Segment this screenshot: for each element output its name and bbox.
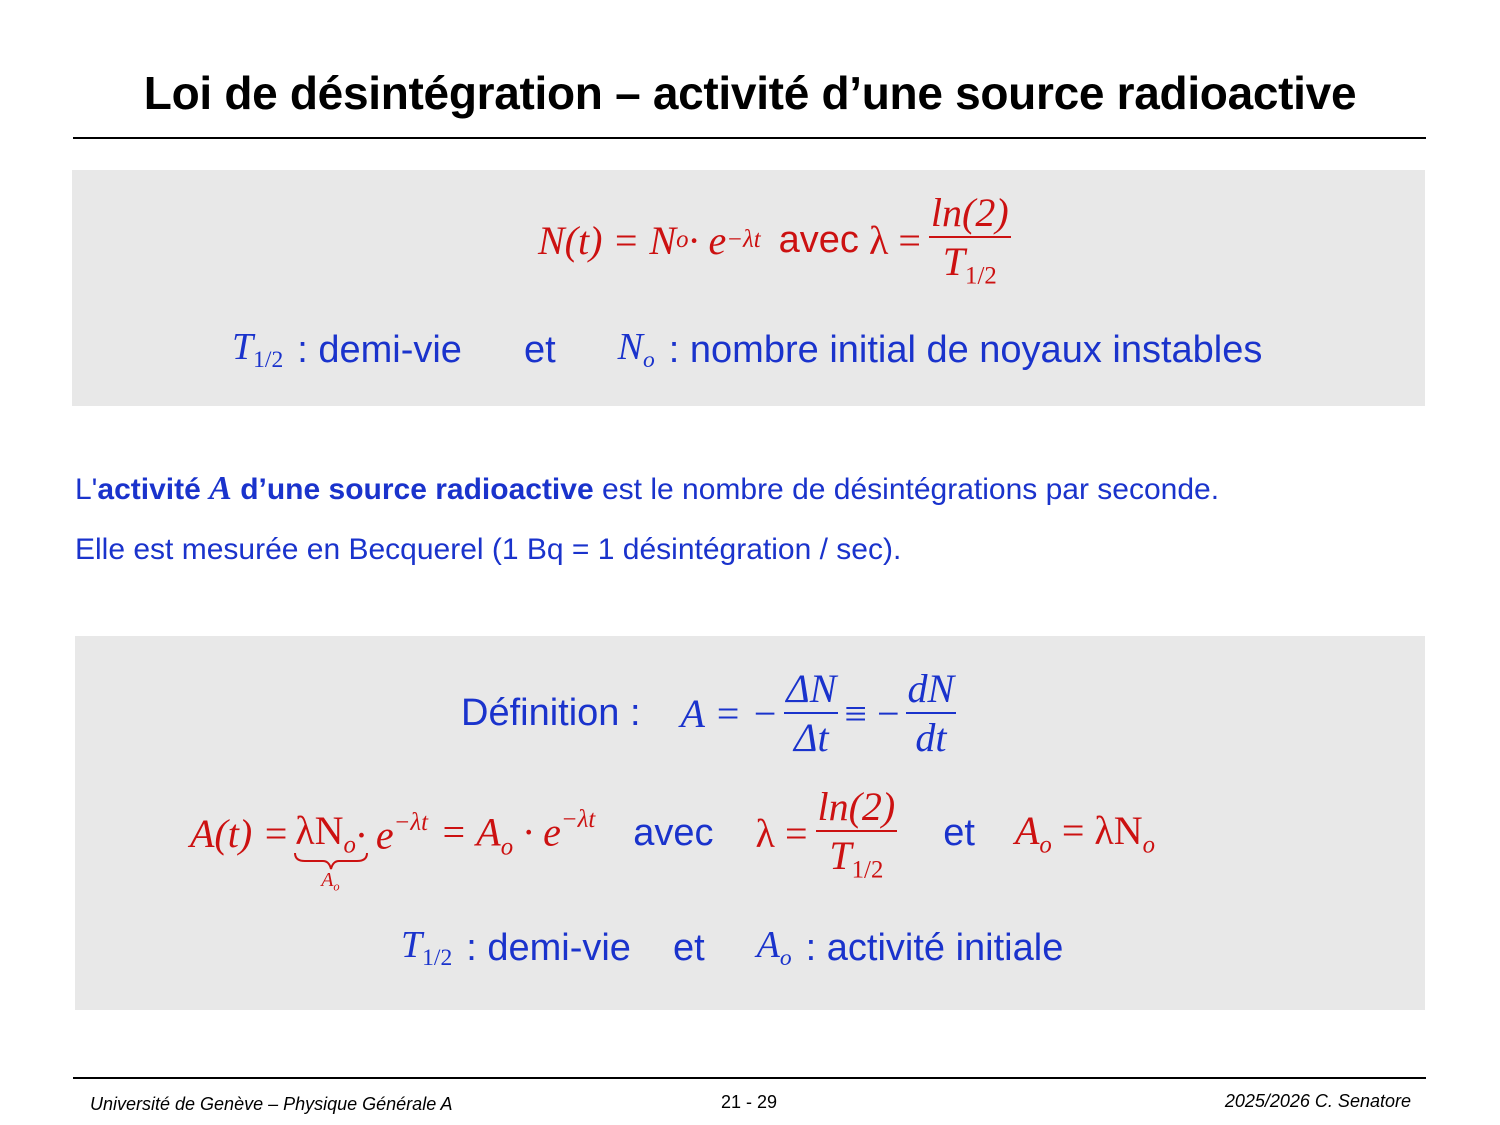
ln2: ln(2) [930, 190, 1009, 236]
avec-label: avec [633, 812, 714, 854]
lambda-n: λN [295, 808, 344, 854]
becquerel-text: Elle est mesurée en Becquerel (1 Bq = 1 désintégration / sec). [75, 533, 902, 566]
n-sub: o [643, 347, 655, 374]
title-rule [73, 137, 1426, 139]
lambda-n0: = λN [1061, 808, 1143, 854]
dot-e2: · e [513, 809, 561, 855]
a0-sub: o [1039, 831, 1052, 859]
lambda-n0-underbrace [295, 807, 356, 894]
et-label: et [523, 328, 556, 371]
activity-definition-text [75, 470, 1219, 508]
t: T [829, 832, 852, 878]
a0-part [440, 806, 595, 861]
activity-box [75, 636, 1425, 1010]
underbrace-icon [293, 851, 369, 871]
a-sub: o [333, 879, 340, 894]
footer-left: Université de Genève – Physique Générale A [90, 1094, 453, 1114]
n-of-t: N(t) = N [538, 217, 677, 263]
definitions-line-2 [401, 918, 1063, 978]
n: N [617, 326, 644, 369]
dot-e: · e [355, 812, 394, 858]
activite-initiale-label: : activité initiale [805, 926, 1064, 969]
l-prefix: L' [75, 473, 98, 506]
activity-law-equation [190, 781, 1156, 894]
a-of-t: A(t) = [190, 811, 290, 856]
footer-page-number: 21 - 29 [721, 1092, 778, 1112]
eq-a-sub: o [500, 833, 514, 861]
t-half [929, 236, 1011, 291]
lambda-fraction [929, 189, 1011, 291]
t-half-symbol [401, 923, 452, 972]
t: T [401, 924, 423, 967]
a: A [321, 869, 334, 892]
delta-t: Δt [784, 712, 838, 761]
a-symbol: A [209, 470, 232, 507]
footer-rule [73, 1077, 1426, 1079]
exp2: −λt [560, 805, 596, 833]
definition-label: Définition : [461, 691, 641, 734]
activity-definition-equation [461, 658, 956, 768]
exp: −λt [726, 226, 761, 253]
exp: −λt [393, 808, 429, 836]
demi-vie-label: : demi-vie [466, 926, 631, 969]
t-half-symbol [232, 325, 283, 374]
definition-formula [681, 665, 957, 761]
a-eq: A = − [680, 690, 779, 736]
n-sub: o [676, 226, 689, 253]
t-half [816, 830, 898, 885]
footer-right: 2025/2026 C. Senatore [1224, 1091, 1411, 1111]
t-sub: 1/2 [253, 347, 284, 374]
ln2: ln(2) [817, 783, 896, 829]
lambda-n0-sub: o [1142, 831, 1156, 859]
n0-symbol [618, 325, 655, 374]
decay-law-box [72, 170, 1425, 406]
activite-bold: activité [97, 473, 201, 506]
a0-symbol [757, 923, 792, 972]
delta-fraction [784, 665, 838, 761]
decay-law-equation [538, 190, 1011, 290]
derivative-fraction [906, 665, 957, 761]
a: A [756, 924, 780, 967]
eq-a: = A [440, 809, 501, 855]
lambda-eq: λ = [868, 217, 921, 263]
lambda-eq: λ = [755, 811, 808, 856]
dt: dt [906, 712, 957, 761]
demi-vie-label: : demi-vie [297, 328, 462, 371]
lambda-fraction [816, 783, 898, 885]
line1-rest: est le nombre de désintégrations par seconde. [601, 473, 1220, 506]
t: T [942, 239, 966, 285]
a-sub: o [779, 945, 792, 972]
delta-n: ΔN [786, 666, 837, 711]
et-label: et [672, 926, 705, 969]
equiv: ≡ − [844, 690, 900, 736]
slide-title: Loi de désintégration – activité d’une source radioactive [143, 67, 1357, 119]
underbrace-label [321, 869, 339, 894]
t: T [232, 326, 254, 369]
et-label: et [943, 812, 975, 854]
avec-label: avec [778, 218, 859, 261]
source-bold: d’une source radioactive [240, 473, 594, 506]
dot-e: · e [688, 217, 727, 263]
t-sub: 1/2 [965, 262, 997, 290]
a0: A [1014, 808, 1040, 854]
lambda-n-sub: o [343, 831, 356, 859]
definitions-line [232, 320, 1262, 380]
nombre-initial-label: : nombre initial de noyaux instables [668, 328, 1263, 371]
a0-equation [1015, 807, 1155, 860]
t-sub: 1/2 [422, 945, 453, 972]
t-sub: 1/2 [851, 856, 884, 884]
dn: dN [907, 666, 955, 711]
